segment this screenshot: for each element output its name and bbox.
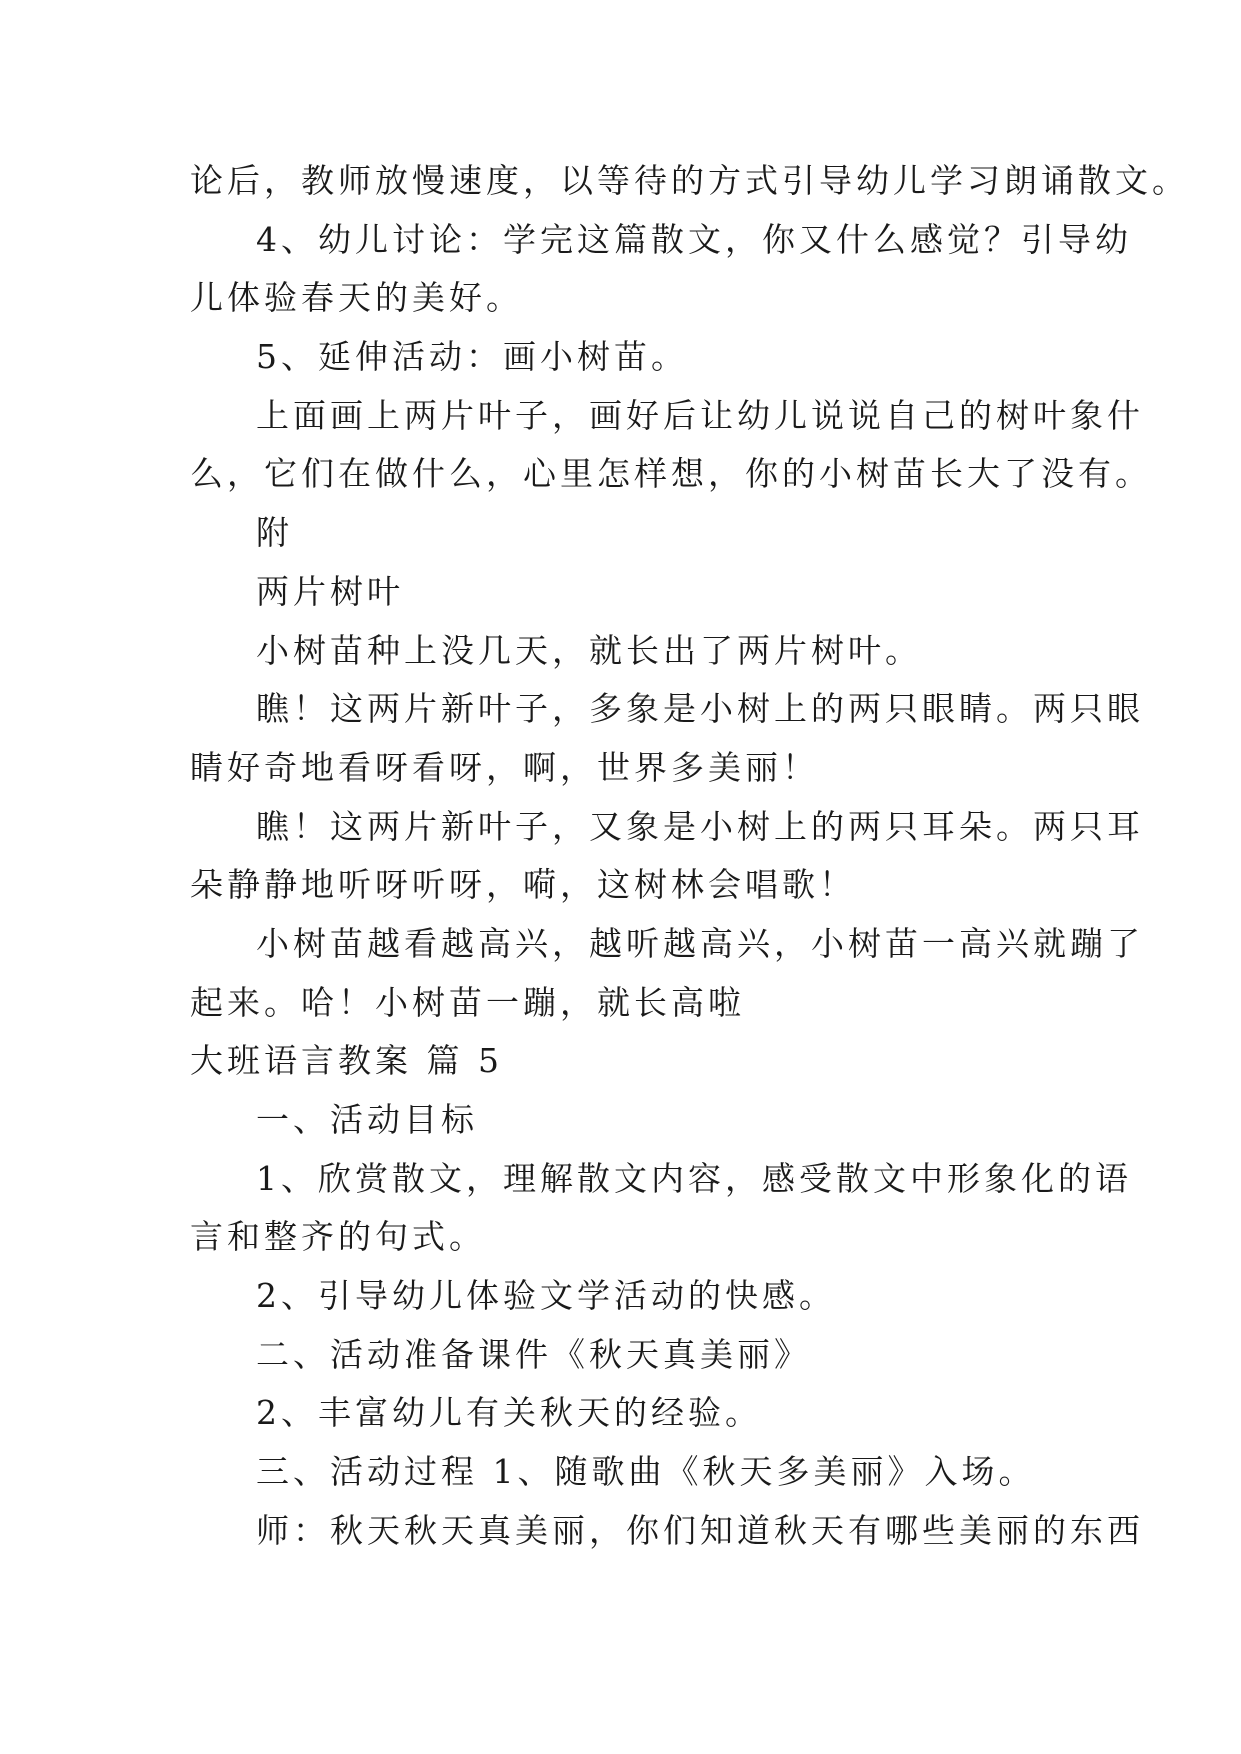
text-line: 2、丰富幼儿有关秋天的经验。: [256, 1393, 762, 1433]
text-line: 1、欣赏散文，理解散文内容，感受散文中形象化的语: [256, 1158, 1132, 1198]
text-line: 2、引导幼儿体验文学活动的快感。: [256, 1276, 836, 1316]
text-line: 5、延伸活动：画小树苗。: [256, 337, 688, 377]
text-line: 儿体验春天的美好。: [190, 278, 523, 318]
poem-title: 两片树叶: [256, 571, 404, 611]
text-line: 言和整齐的句式。: [190, 1217, 486, 1257]
text-line: 二、活动准备课件《秋天真美丽》: [256, 1334, 811, 1374]
text-line: 上面画上两片叶子，画好后让幼儿说说自己的树叶象什: [256, 395, 1144, 435]
text-line: 小树苗越看越高兴，越听越高兴，小树苗一高兴就蹦了: [256, 923, 1144, 963]
text-line: 小树苗种上没几天，就长出了两片树叶。: [256, 630, 922, 670]
text-line: 师：秋天秋天真美丽，你们知道秋天有哪些美丽的东西: [256, 1510, 1144, 1550]
text-line: 论后，教师放慢速度，以等待的方式引导幼儿学习朗诵散文。: [190, 161, 1189, 200]
text-line: 附: [256, 513, 293, 553]
section-heading: 大班语言教案 篇 5: [190, 1041, 503, 1081]
text-line: 4、幼儿讨论：学完这篇散文，你又什么感觉？引导幼: [256, 219, 1132, 259]
text-line: 睛好奇地看呀看呀，啊，世界多美丽！: [190, 747, 819, 787]
text-line: 朵静静地听呀听呀，嗬，这树林会唱歌！: [190, 865, 856, 905]
text-line: 一、活动目标: [256, 1100, 478, 1139]
text-line: 么，它们在做什么，心里怎样想，你的小树苗长大了没有。: [190, 454, 1152, 494]
text-line: 三、活动过程 1、随歌曲《秋天多美丽》入场。: [256, 1452, 1036, 1492]
text-line: 瞧！这两片新叶子，又象是小树上的两只耳朵。两只耳: [256, 806, 1144, 846]
document-body: [190, 152, 1189, 1561]
text-line: 起来。哈！小树苗一蹦，就长高啦: [190, 982, 745, 1022]
text-line: 瞧！这两片新叶子，多象是小树上的两只眼睛。两只眼: [256, 689, 1144, 729]
